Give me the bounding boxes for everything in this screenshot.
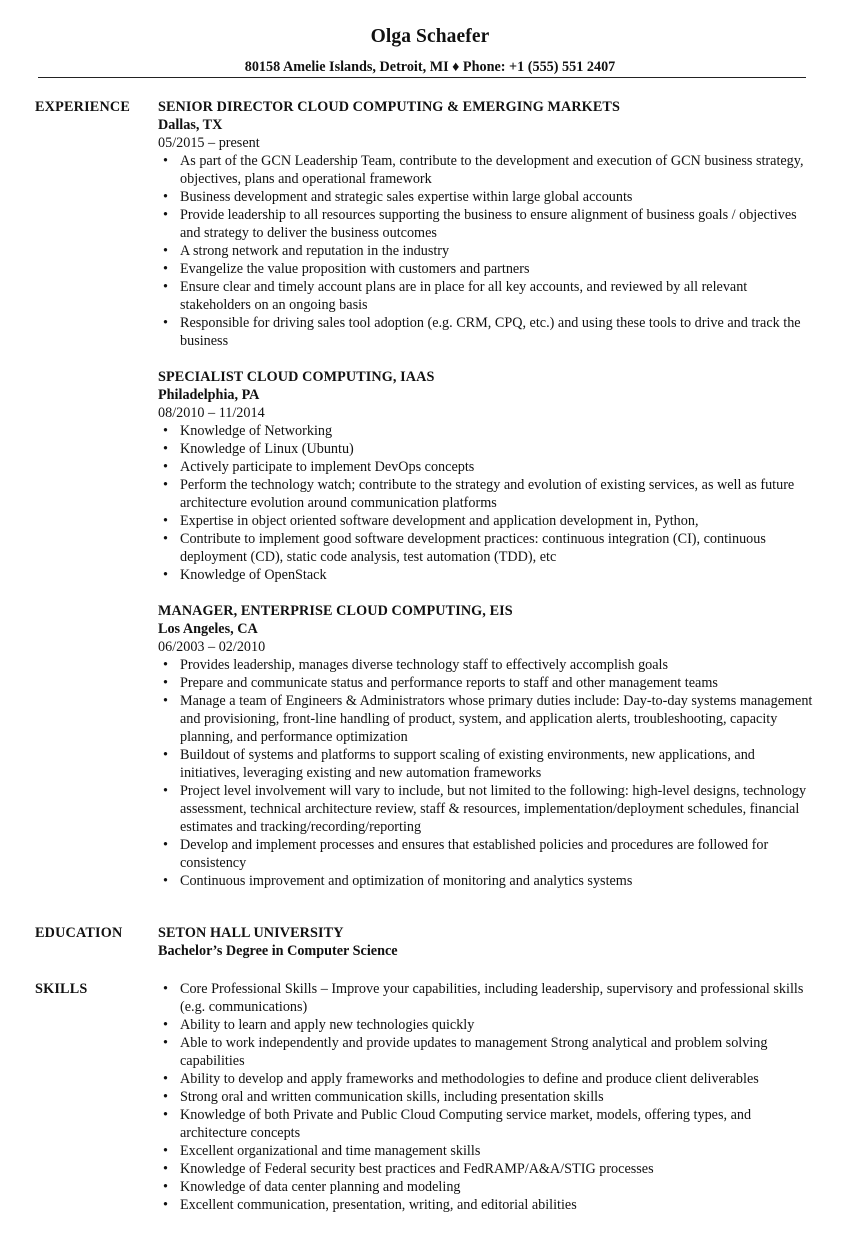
school-name: SETON HALL UNIVERSITY (158, 925, 344, 941)
skill-item: • Knowledge of Federal security best practices and FedRAMP/A&A/STIG processes (180, 1160, 813, 1178)
job-dates: 05/2015 – present (158, 135, 260, 151)
skill-item: • Ability to learn and apply new technologies quickly (180, 1016, 813, 1034)
degree: Bachelor’s Degree in Computer Science (158, 943, 398, 959)
job-location: Philadelphia, PA (158, 387, 260, 403)
skills-list (158, 980, 813, 1214)
job-bullets (158, 422, 813, 584)
job-bullets (158, 152, 813, 350)
bullet-item: • A strong network and reputation in the industry (180, 242, 813, 260)
job-dates: 08/2010 – 11/2014 (158, 405, 265, 421)
bullet-item: • Develop and implement processes and ensures that established policies and procedures are followed for consistency (180, 836, 813, 872)
job-title: SPECIALIST CLOUD COMPUTING, IAAS (158, 369, 435, 385)
skill-item: • Knowledge of both Private and Public Cloud Computing service market, models, offering types, and architecture concepts (180, 1106, 813, 1142)
job-entry (158, 98, 813, 350)
job-title: SENIOR DIRECTOR CLOUD COMPUTING & EMERGING MARKETS (158, 99, 620, 115)
skill-item: • Able to work independently and provide updates to management Strong analytical and problem solving capabilities (180, 1034, 813, 1070)
job-entry (158, 368, 813, 584)
skill-item: • Ability to develop and apply frameworks and methodologies to define and produce client deliverables (180, 1070, 813, 1088)
job-location: Dallas, TX (158, 117, 223, 133)
bullet-item: • Knowledge of Networking (180, 422, 813, 440)
contact-line: 80158 Amelie Islands, Detroit, MI ♦ Phone: +1 (555) 551 2407 (244, 59, 616, 75)
bullet-item: • As part of the GCN Leadership Team, contribute to the development and execution of GCN business strategy, objectives, plans and operational framework (180, 152, 813, 188)
job-dates: 06/2003 – 02/2010 (158, 639, 266, 655)
bullet-item: • Expertise in object oriented software development and application development in, Python, (180, 512, 813, 530)
job-bullets (158, 656, 813, 890)
bullet-item: • Responsible for driving sales tool adoption (e.g. CRM, CPQ, etc.) and using these tools to drive and track the business (180, 314, 813, 350)
job-entry (158, 602, 813, 890)
job-location: Los Angeles, CA (158, 621, 258, 637)
bullet-item: • Evangelize the value proposition with customers and partners (180, 260, 813, 278)
skills-body (158, 980, 813, 1214)
bullet-item: • Actively participate to implement DevOps concepts (180, 458, 813, 476)
bullet-item: • Ensure clear and timely account plans are in place for all key accounts, and reviewed by all relevant stakeholders on an ongoing basis (180, 278, 813, 314)
skill-item: • Excellent organizational and time management skills (180, 1142, 813, 1160)
bullet-item: • Contribute to implement good software development practices: continuous integration (CI), continuous deployment (CD), static code analysis, test automation (TDD), etc (180, 530, 813, 566)
skill-item: • Excellent communication, presentation, writing, and editorial abilities (180, 1196, 813, 1214)
bullet-item: • Knowledge of Linux (Ubuntu) (180, 440, 813, 458)
skill-item: • Strong oral and written communication skills, including presentation skills (180, 1088, 813, 1106)
experience-list (158, 98, 813, 908)
bullet-item: • Project level involvement will vary to include, but not limited to the following: high-level designs, technology assessment, technical architecture review, staff & resources, implementation/deployment schedules, financial estimates and tracking/recording/reporting (180, 782, 813, 836)
bullet-item: • Provides leadership, manages diverse technology staff to effectively accomplish goals (180, 656, 813, 674)
education-heading: EDUCATION (35, 925, 123, 941)
bullet-item: • Perform the technology watch; contribute to the strategy and evolution of existing services, as well as future architecture evolution around communication platforms (180, 476, 813, 512)
header-divider (38, 77, 806, 78)
bullet-item: • Prepare and communicate status and performance reports to staff and other management teams (180, 674, 813, 692)
bullet-item: • Provide leadership to all resources supporting the business to ensure alignment of business goals / objectives and strategy to deliver the business outcomes (180, 206, 813, 242)
bullet-item: • Knowledge of OpenStack (180, 566, 813, 584)
bullet-item: • Business development and strategic sales expertise within large global accounts (180, 188, 813, 206)
experience-heading: EXPERIENCE (35, 99, 131, 115)
candidate-name: Olga Schaefer (370, 26, 490, 47)
resume-header (0, 0, 860, 76)
skill-item: • Knowledge of data center planning and modeling (180, 1178, 813, 1196)
bullet-item: • Manage a team of Engineers & Administrators whose primary duties include: Day-to-day systems management and provisioning, front-line handling of product, system, and application alerts, troubleshooting, capacity planning, and performance optimization (180, 692, 813, 746)
education-entry (158, 924, 813, 960)
bullet-item: • Continuous improvement and optimization of monitoring and analytics systems (180, 872, 813, 890)
skill-item: • Core Professional Skills – Improve your capabilities, including leadership, supervisory and professional skills (e.g. communications) (180, 980, 813, 1016)
job-title: MANAGER, ENTERPRISE CLOUD COMPUTING, EIS (158, 603, 513, 619)
bullet-item: • Buildout of systems and platforms to support scaling of existing environments, new applications, and initiatives, leveraging existing and new automation frameworks (180, 746, 813, 782)
skills-heading: SKILLS (35, 981, 88, 997)
